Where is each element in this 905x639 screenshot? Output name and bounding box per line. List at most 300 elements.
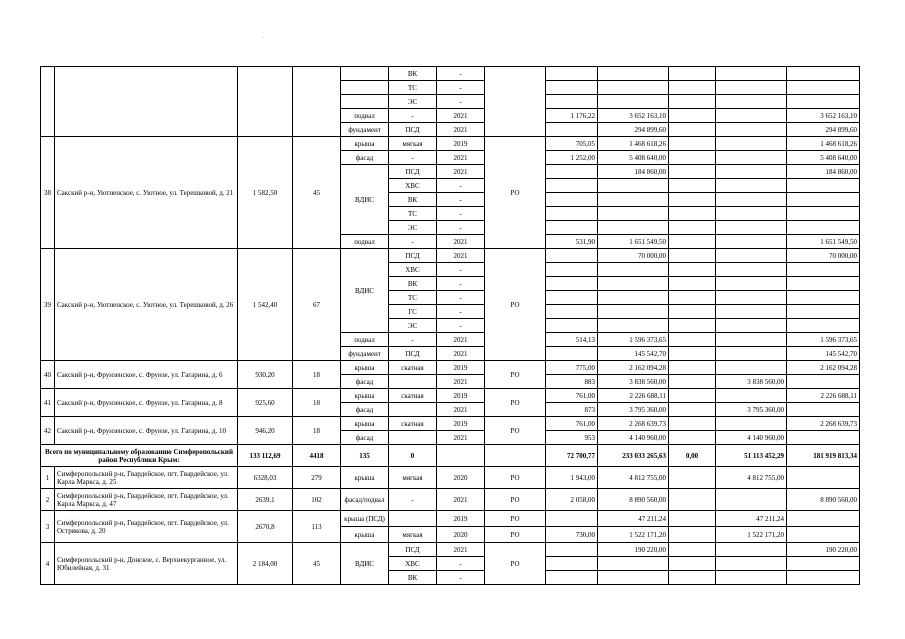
- capital-repair-table-page: [40, 66, 860, 585]
- table-cell: [669, 333, 716, 347]
- table-cell: -: [437, 571, 485, 585]
- table-cell: [669, 557, 716, 571]
- table-cell: [598, 305, 669, 319]
- table-cell: [389, 431, 437, 445]
- table-cell: 2020: [437, 467, 485, 489]
- table-cell: РО: [485, 249, 546, 361]
- table-cell: [669, 305, 716, 319]
- table-row: [41, 389, 860, 403]
- table-cell: 2019: [437, 389, 485, 403]
- table-cell: [341, 81, 389, 95]
- table-cell: [669, 109, 716, 123]
- table-cell: [787, 81, 860, 95]
- table-cell: [669, 137, 716, 151]
- row-number: 1: [41, 467, 55, 489]
- table-cell: 3 795 360,00: [716, 403, 787, 417]
- table-cell: -: [437, 291, 485, 305]
- capital-repair-table: [40, 66, 860, 585]
- table-cell: 2021: [437, 151, 485, 165]
- table-cell: РО: [485, 389, 546, 417]
- table-cell: [669, 467, 716, 489]
- table-cell: [669, 389, 716, 403]
- table-cell: крыша: [341, 361, 389, 375]
- table-cell: 2021: [437, 403, 485, 417]
- table-cell: РО: [485, 467, 546, 489]
- table-cell: 730,00: [546, 527, 598, 543]
- table-cell: 8 890 560,00: [598, 489, 669, 511]
- table-cell: 18: [293, 417, 341, 445]
- table-cell: 2021: [437, 431, 485, 445]
- table-cell: [546, 81, 598, 95]
- table-cell: [787, 179, 860, 193]
- table-cell: ТС: [389, 81, 437, 95]
- table-cell: [787, 527, 860, 543]
- table-cell: [787, 263, 860, 277]
- table-cell: 2 226 688,11: [787, 389, 860, 403]
- table-cell: РО: [485, 137, 546, 249]
- table-cell: 1 252,00: [546, 151, 598, 165]
- table-cell: [238, 67, 293, 137]
- table-cell: [546, 511, 598, 527]
- row-number: 2: [41, 489, 55, 511]
- table-cell: ПСД: [389, 123, 437, 137]
- table-cell: 2019: [437, 137, 485, 151]
- table-cell: 946,20: [238, 417, 293, 445]
- table-cell: скатная: [389, 389, 437, 403]
- table-cell: 4 140 960,00: [716, 431, 787, 445]
- table-cell: 2021: [437, 347, 485, 361]
- table-cell: [546, 571, 598, 585]
- table-cell: 8 890 560,00: [787, 489, 860, 511]
- table-row: [41, 489, 860, 511]
- table-cell: [787, 277, 860, 291]
- table-cell: 1 176,22: [546, 109, 598, 123]
- table-cell: РО: [485, 543, 546, 585]
- table-cell: -: [437, 305, 485, 319]
- table-cell: [669, 249, 716, 263]
- table-cell: [716, 263, 787, 277]
- row-number: 39: [41, 249, 55, 361]
- table-cell: подвал: [341, 235, 389, 249]
- table-cell: подвал: [341, 333, 389, 347]
- table-cell: крыша: [341, 467, 389, 489]
- table-cell: [341, 95, 389, 109]
- table-cell: [669, 361, 716, 375]
- address-cell: Симферопольский р-н, Донское, с. Верхнекурганное, ул. Юбилейная, д. 31: [55, 543, 238, 585]
- table-cell: [716, 489, 787, 511]
- table-cell: [716, 249, 787, 263]
- table-cell: 70 000,00: [787, 249, 860, 263]
- table-cell: [546, 193, 598, 207]
- table-cell: 2639,1: [238, 489, 293, 511]
- table-cell: 145 542,70: [598, 347, 669, 361]
- row-number: 41: [41, 389, 55, 417]
- table-cell: 3 838 560,00: [716, 375, 787, 389]
- table-cell: -: [389, 333, 437, 347]
- table-cell: 113: [293, 511, 341, 543]
- table-cell: фундамент: [341, 347, 389, 361]
- table-cell: крыша: [341, 389, 389, 403]
- table-cell: крыша: [341, 137, 389, 151]
- address-cell: Сакский р-н, Фрунзенское, с. Фрунзе, ул. Гагарина, д. 10: [55, 417, 238, 445]
- table-cell: 883: [546, 375, 598, 389]
- table-cell: 1 943,00: [546, 467, 598, 489]
- table-cell: [669, 511, 716, 527]
- table-cell: 184 860,00: [787, 165, 860, 179]
- table-cell: фасад: [341, 403, 389, 417]
- table-cell: фундамент: [341, 123, 389, 137]
- table-cell: [787, 431, 860, 445]
- table-row: [41, 511, 860, 527]
- table-cell: [669, 489, 716, 511]
- table-cell: 135: [341, 445, 389, 467]
- table-cell: 761,00: [546, 389, 598, 403]
- table-cell: [716, 277, 787, 291]
- table-cell: 2021: [437, 489, 485, 511]
- table-cell: 2 162 094,28: [598, 361, 669, 375]
- table-cell: 2 226 688,11: [598, 389, 669, 403]
- table-cell: [787, 291, 860, 305]
- table-cell: 4 812 755,00: [598, 467, 669, 489]
- table-cell: 1 522 171,20: [598, 527, 669, 543]
- table-cell: 45: [293, 543, 341, 585]
- table-cell: 775,00: [546, 361, 598, 375]
- table-cell: 45: [293, 137, 341, 249]
- table-cell: -: [389, 109, 437, 123]
- table-cell: РО: [485, 527, 546, 543]
- table-cell: [598, 67, 669, 81]
- address-cell: Симферопольский р-н, Гвардейское, пгт. Гвардейское, ул. Карла Маркса, д. 25: [55, 467, 238, 489]
- address-cell: Сакский р-н, Уютненское, с. Уютное, ул. Терешковой, д. 21: [55, 137, 238, 249]
- table-cell: [669, 95, 716, 109]
- table-cell: -: [437, 263, 485, 277]
- table-cell: -: [437, 319, 485, 333]
- table-cell: 18: [293, 389, 341, 417]
- table-cell: 1 596 373,65: [598, 333, 669, 347]
- table-cell: 0,00: [669, 445, 716, 467]
- table-cell: [669, 193, 716, 207]
- table-cell: [716, 81, 787, 95]
- table-cell: 3 652 163,10: [598, 109, 669, 123]
- table-cell: 2670,8: [238, 511, 293, 543]
- table-cell: [546, 277, 598, 291]
- table-cell: 184 860,00: [598, 165, 669, 179]
- table-cell: [669, 403, 716, 417]
- table-cell: [546, 347, 598, 361]
- table-cell: [546, 67, 598, 81]
- table-cell: 1 651 549,50: [598, 235, 669, 249]
- table-cell: [598, 221, 669, 235]
- table-cell: скатная: [389, 361, 437, 375]
- table-cell: мягкая: [389, 527, 437, 543]
- table-cell: [716, 389, 787, 403]
- work-group-cell: ВДИС: [341, 165, 389, 235]
- work-group-cell: ВДИС: [341, 543, 389, 585]
- table-cell: [485, 67, 546, 137]
- table-row: [41, 249, 860, 263]
- table-cell: 4 812 755,00: [716, 467, 787, 489]
- table-cell: -: [437, 277, 485, 291]
- table-cell: ТС: [389, 207, 437, 221]
- table-cell: подвал: [341, 109, 389, 123]
- row-number: 4: [41, 543, 55, 585]
- table-cell: ЭС: [389, 221, 437, 235]
- table-cell: [716, 305, 787, 319]
- table-row: [41, 361, 860, 375]
- table-cell: [546, 221, 598, 235]
- table-cell: [716, 193, 787, 207]
- table-cell: -: [437, 179, 485, 193]
- table-cell: [598, 557, 669, 571]
- table-cell: 190 220,00: [787, 543, 860, 557]
- table-row: [41, 467, 860, 489]
- table-cell: крыша (ПСД): [341, 511, 389, 527]
- table-cell: [787, 221, 860, 235]
- table-cell: [716, 361, 787, 375]
- table-cell: 279: [293, 467, 341, 489]
- table-cell: 0: [389, 445, 437, 467]
- table-cell: 18: [293, 361, 341, 389]
- table-cell: 1 651 549,50: [787, 235, 860, 249]
- table-cell: 925,60: [238, 389, 293, 417]
- table-cell: [546, 557, 598, 571]
- table-cell: [598, 571, 669, 585]
- table-cell: 4 140 960,00: [598, 431, 669, 445]
- table-cell: [669, 81, 716, 95]
- table-cell: мягкая: [389, 467, 437, 489]
- table-cell: ПСД: [389, 347, 437, 361]
- table-cell: [669, 235, 716, 249]
- table-cell: 70 000,00: [598, 249, 669, 263]
- table-cell: 1 468 618,26: [787, 137, 860, 151]
- table-cell: [598, 193, 669, 207]
- table-cell: [716, 165, 787, 179]
- table-cell: [546, 165, 598, 179]
- table-cell: [669, 527, 716, 543]
- row-number: 38: [41, 137, 55, 249]
- table-cell: 531,90: [546, 235, 598, 249]
- table-cell: РО: [485, 361, 546, 389]
- table-cell: РО: [485, 489, 546, 511]
- address-cell: Симферопольский р-н, Гвардейское, пгт. Гвардейское, ул. Острякова, д. 20: [55, 511, 238, 543]
- table-cell: ХВС: [389, 557, 437, 571]
- table-cell: 51 113 452,29: [716, 445, 787, 467]
- table-cell: мягкая: [389, 137, 437, 151]
- table-cell: [598, 207, 669, 221]
- table-cell: -: [437, 207, 485, 221]
- scan-speck: ·: [262, 35, 264, 41]
- table-cell: 930,20: [238, 361, 293, 389]
- table-cell: [598, 263, 669, 277]
- table-cell: [41, 67, 55, 137]
- table-cell: [716, 235, 787, 249]
- table-cell: ТС: [389, 291, 437, 305]
- table-cell: 4418: [293, 445, 341, 467]
- table-cell: 1 522 171,20: [716, 527, 787, 543]
- table-cell: РО: [485, 511, 546, 527]
- table-cell: 3 838 560,00: [598, 375, 669, 389]
- address-cell: Симферопольский р-н, Гвардейское, пгт. Гвардейское, ул. Карла Маркса, д. 47: [55, 489, 238, 511]
- table-cell: [787, 305, 860, 319]
- table-cell: фасад: [341, 375, 389, 389]
- table-cell: [437, 445, 485, 467]
- address-cell: Сакский р-н, Фрунзенское, с. Фрунзе, ул. Гагарина, д. 8: [55, 389, 238, 417]
- table-cell: -: [437, 221, 485, 235]
- table-cell: фасад: [341, 151, 389, 165]
- table-cell: [787, 557, 860, 571]
- table-cell: фасад/подвал: [341, 489, 389, 511]
- table-cell: [389, 403, 437, 417]
- table-cell: [716, 571, 787, 585]
- table-cell: 2019: [437, 417, 485, 431]
- table-cell: [787, 467, 860, 489]
- table-row: [41, 137, 860, 151]
- table-cell: [787, 207, 860, 221]
- table-cell: 2021: [437, 249, 485, 263]
- table-cell: ВК: [389, 193, 437, 207]
- table-cell: фасад: [341, 431, 389, 445]
- table-cell: 145 542,70: [787, 347, 860, 361]
- table-cell: 5 408 640,00: [787, 151, 860, 165]
- table-cell: [598, 81, 669, 95]
- table-cell: [55, 67, 238, 137]
- table-cell: [669, 375, 716, 389]
- table-cell: ВК: [389, 67, 437, 81]
- table-cell: [716, 557, 787, 571]
- table-row: [41, 417, 860, 431]
- table-cell: -: [437, 81, 485, 95]
- table-cell: [716, 151, 787, 165]
- table-cell: [716, 179, 787, 193]
- table-cell: [716, 221, 787, 235]
- table-cell: 6328,03: [238, 467, 293, 489]
- table-cell: 705,05: [546, 137, 598, 151]
- table-cell: [546, 179, 598, 193]
- table-cell: 5 408 640,00: [598, 151, 669, 165]
- table-cell: 47 211,24: [598, 511, 669, 527]
- table-cell: [716, 319, 787, 333]
- table-cell: 514,13: [546, 333, 598, 347]
- table-cell: 2021: [437, 333, 485, 347]
- table-cell: 2 268 639,73: [787, 417, 860, 431]
- table-cell: [669, 67, 716, 81]
- table-cell: [716, 291, 787, 305]
- table-cell: [669, 417, 716, 431]
- table-cell: [787, 511, 860, 527]
- table-cell: 3 652 163,10: [787, 109, 860, 123]
- table-cell: [669, 263, 716, 277]
- table-cell: [389, 375, 437, 389]
- table-cell: 2021: [437, 375, 485, 389]
- table-cell: 2019: [437, 361, 485, 375]
- table-cell: [546, 305, 598, 319]
- table-cell: [669, 277, 716, 291]
- table-cell: 1 582,50: [238, 137, 293, 249]
- table-cell: 67: [293, 249, 341, 361]
- table-cell: [787, 67, 860, 81]
- table-cell: [716, 333, 787, 347]
- table-cell: 233 033 265,63: [598, 445, 669, 467]
- address-cell: Сакский р-н, Фрунзенское, с. Фрунзе, ул. Гагарина, д. 6: [55, 361, 238, 389]
- table-cell: ВК: [389, 277, 437, 291]
- table-cell: [716, 123, 787, 137]
- table-row: [41, 543, 860, 557]
- table-cell: 2021: [437, 543, 485, 557]
- table-cell: крыша: [341, 417, 389, 431]
- table-cell: 2021: [437, 235, 485, 249]
- table-cell: [598, 95, 669, 109]
- table-cell: [669, 543, 716, 557]
- table-cell: [546, 95, 598, 109]
- table-cell: ВК: [389, 571, 437, 585]
- table-cell: ХВС: [389, 263, 437, 277]
- table-cell: [341, 67, 389, 81]
- table-row: [41, 67, 860, 81]
- table-cell: [716, 207, 787, 221]
- table-cell: крыша: [341, 527, 389, 543]
- table-cell: [669, 347, 716, 361]
- table-cell: [716, 67, 787, 81]
- table-cell: 190 220,00: [598, 543, 669, 557]
- row-number: 42: [41, 417, 55, 445]
- table-cell: [485, 445, 546, 467]
- row-number: 3: [41, 511, 55, 543]
- table-cell: [293, 67, 341, 137]
- table-cell: 1 468 618,26: [598, 137, 669, 151]
- table-cell: [716, 109, 787, 123]
- table-cell: [546, 291, 598, 305]
- table-cell: РО: [485, 417, 546, 445]
- table-cell: 102: [293, 489, 341, 511]
- table-cell: 294 899,60: [598, 123, 669, 137]
- table-cell: 1 542,40: [238, 249, 293, 361]
- table-cell: 2021: [437, 109, 485, 123]
- table-cell: [546, 263, 598, 277]
- table-cell: 3 795 360,00: [598, 403, 669, 417]
- table-cell: 761,00: [546, 417, 598, 431]
- table-cell: [787, 403, 860, 417]
- table-cell: 2021: [437, 123, 485, 137]
- table-cell: [716, 417, 787, 431]
- table-cell: [716, 137, 787, 151]
- table-cell: [669, 179, 716, 193]
- table-cell: [787, 571, 860, 585]
- table-cell: [546, 207, 598, 221]
- table-cell: [669, 123, 716, 137]
- table-cell: 1 596 373,65: [787, 333, 860, 347]
- work-group-cell: ВДИС: [341, 249, 389, 333]
- table-row: [41, 445, 860, 467]
- table-cell: 2 058,00: [546, 489, 598, 511]
- table-cell: 953: [546, 431, 598, 445]
- table-cell: -: [437, 95, 485, 109]
- table-cell: [546, 249, 598, 263]
- table-cell: ПСД: [389, 165, 437, 179]
- table-cell: -: [389, 235, 437, 249]
- table-cell: [598, 179, 669, 193]
- table-cell: ПСД: [389, 249, 437, 263]
- table-cell: 181 919 813,34: [787, 445, 860, 467]
- table-cell: -: [437, 557, 485, 571]
- table-cell: [787, 319, 860, 333]
- table-cell: [669, 319, 716, 333]
- table-cell: [598, 291, 669, 305]
- table-cell: [716, 95, 787, 109]
- table-cell: [389, 511, 437, 527]
- address-cell: Сакский р-н, Уютненское, с. Уютное, ул. Терешковой, д. 26: [55, 249, 238, 361]
- table-cell: 873: [546, 403, 598, 417]
- table-cell: скатная: [389, 417, 437, 431]
